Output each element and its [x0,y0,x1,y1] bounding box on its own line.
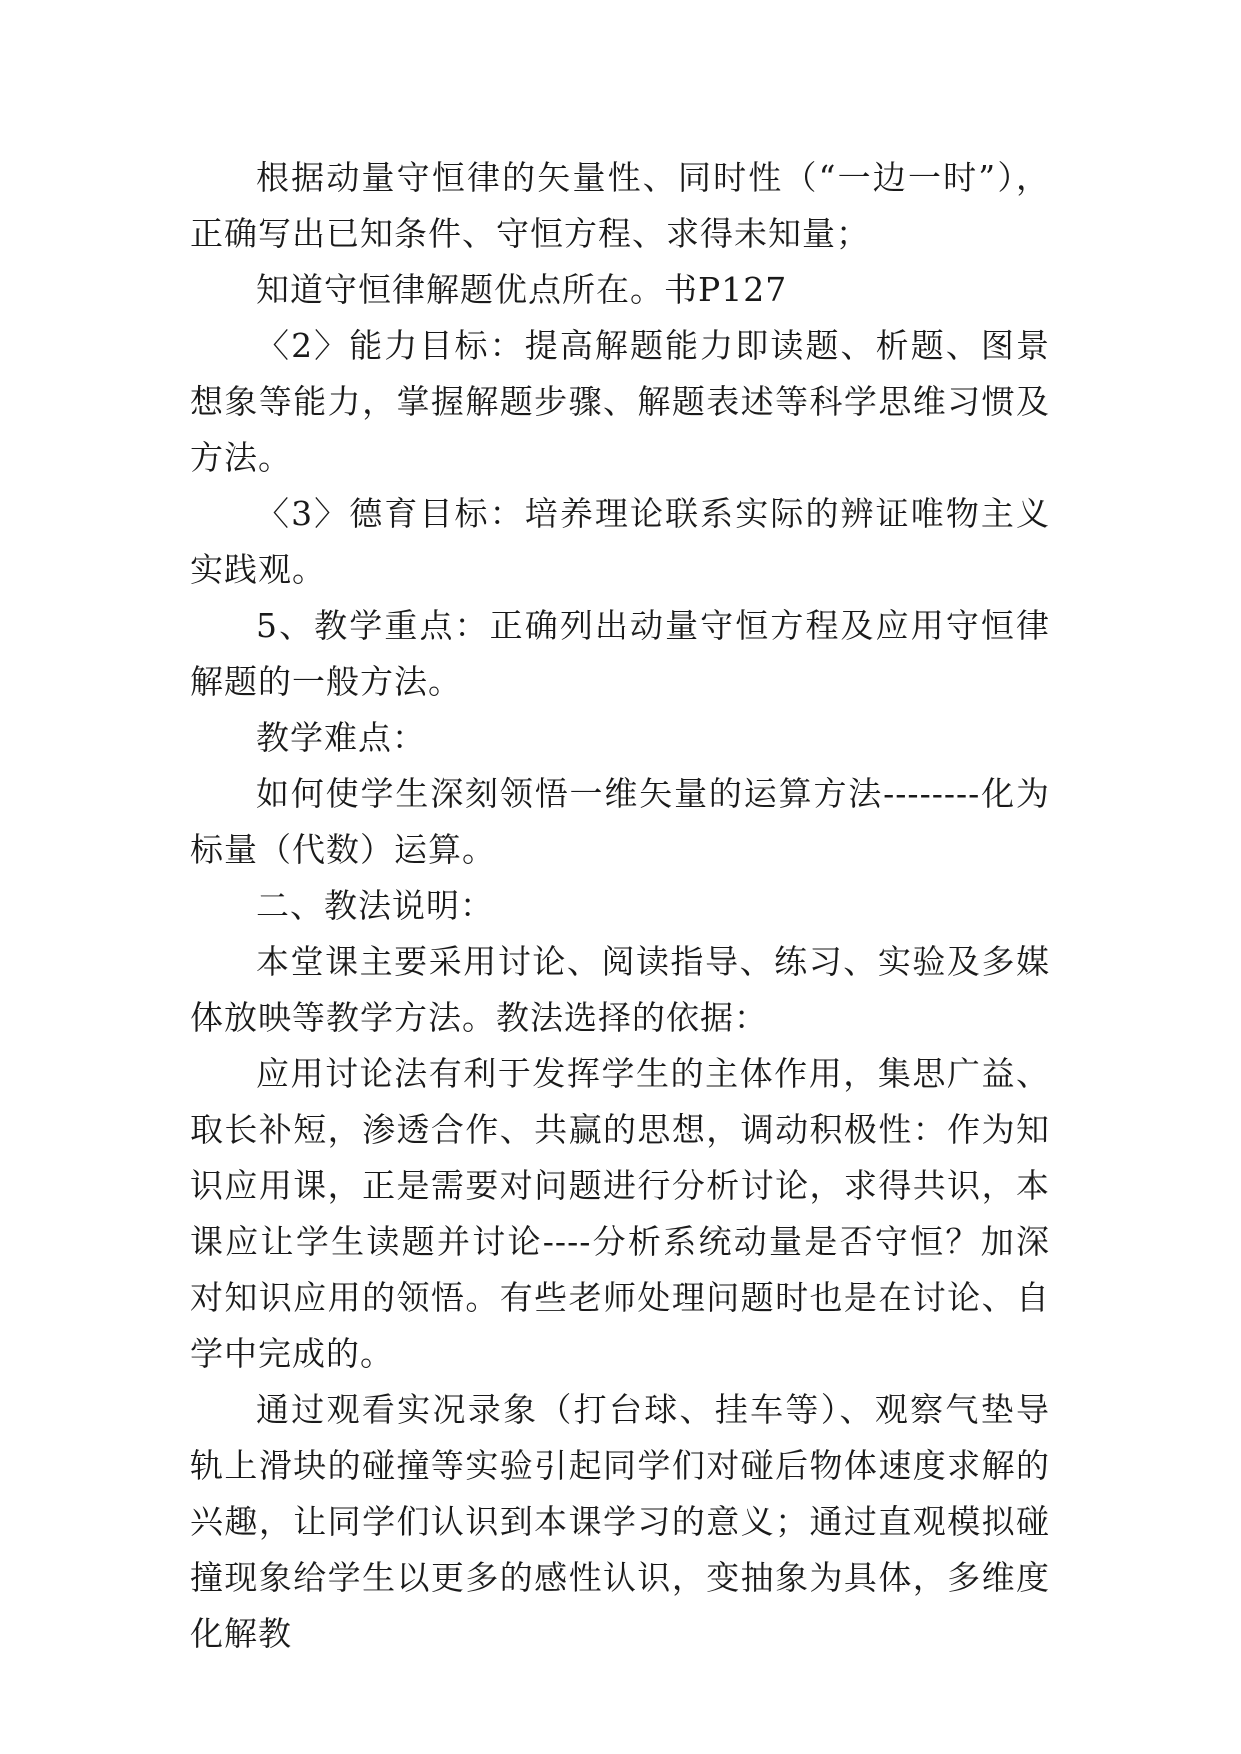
paragraph-goal-conditions: 根据动量守恒律的矢量性、同时性（“一边一时”），正确写出已知条件、守恒方程、求得未知量； [190,158,1050,253]
paragraph-key-points: 5、教学重点：正确列出动量守恒方程及应用守恒律解题的一般方法。 [190,606,1050,701]
document-body [190,150,1050,1662]
paragraph-difficulty: 如何使学生深刻领悟一维矢量的运算方法--------化为标量（代数）运算。 [190,774,1050,869]
paragraph-method-heading: 二、教法说明： [256,886,494,925]
paragraph-ability-goal: 〈2〉能力目标：提高解题能力即读题、析题、图景想象等能力，掌握解题步骤、解题表述等科学思维习惯及方法。 [190,326,1050,477]
paragraph-experiment-method: 通过观看实况录象（打台球、挂车等）、观察气垫导轨上滑块的碰撞等实验引起同学们对碰后物体速度求解的兴趣，让同学们认识到本课学习的意义；通过直观模拟碰撞现象给学生以更多的感性认识，变抽象为具体，多维度化解教 [190,1390,1050,1653]
paragraph-method-intro: 本堂课主要采用讨论、阅读指导、练习、实验及多媒体放映等教学方法。教法选择的依据： [190,942,1050,1037]
paragraph-advantages: 知道守恒律解题优点所在。书P127 [256,270,788,309]
paragraph-moral-goal: 〈3〉德育目标：培养理论联系实际的辨证唯物主义实践观。 [190,494,1050,589]
paragraph-discussion-method: 应用讨论法有利于发挥学生的主体作用，集思广益、取长补短，渗透合作、共赢的思想，调动积极性：作为知识应用课，正是需要对问题进行分析讨论，求得共识，本课应让学生读题并讨论----分析系统动量是否守恒？加深对知识应用的领悟。有些老师处理问题时也是在讨论、自学中完成的。 [190,1054,1050,1373]
paragraph-difficulty-heading: 教学难点： [256,718,426,757]
